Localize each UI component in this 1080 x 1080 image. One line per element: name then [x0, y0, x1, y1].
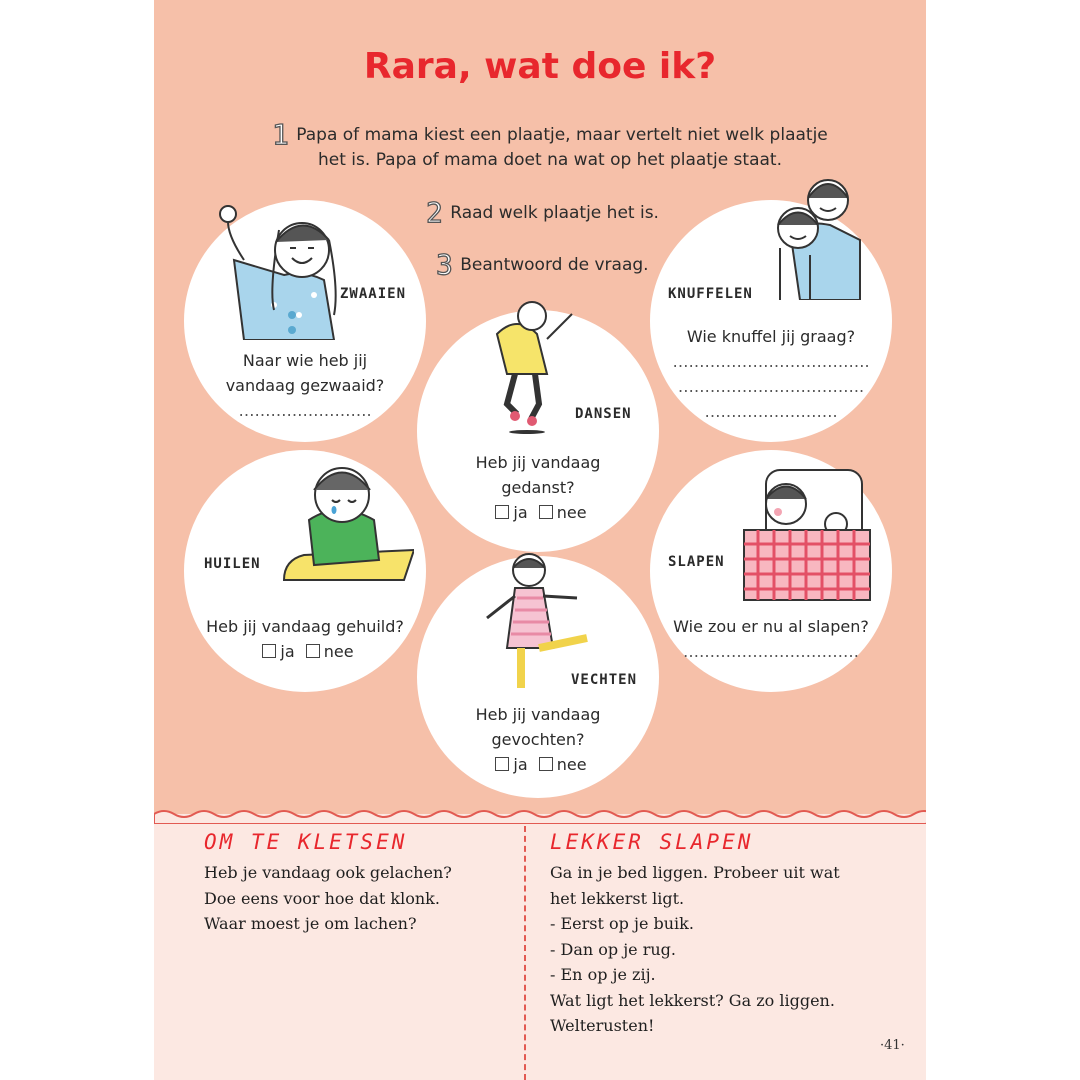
question-line-1: Naar wie heb jij — [242, 351, 368, 370]
om-te-kletsen-heading: OM TE KLETSEN — [204, 830, 408, 854]
step-text-line-2: het is. Papa of mama doet na wat op het plaatje staat. — [318, 150, 782, 170]
lekker-slapen-heading: LEKKER SLAPEN — [550, 830, 754, 854]
checkbox-nee-label: nee — [323, 642, 354, 661]
card-huilen — [184, 450, 426, 692]
crying-boy-illustration — [264, 450, 414, 590]
answer-line-3: ……………………. — [704, 402, 838, 421]
page-title: Rara, wat doe ik? — [363, 46, 717, 87]
checkbox-nee[interactable] — [539, 505, 553, 519]
card-label: ZWAAIEN — [340, 286, 407, 302]
lekker-slapen-text — [550, 860, 910, 1039]
answer-line-1: ………………………………. — [672, 352, 870, 371]
answer-line-2: …………………………….. — [677, 377, 865, 396]
checkbox-nee[interactable] — [306, 644, 320, 658]
answer-line: …………………………… — [683, 642, 859, 661]
question-line-1: Wie zou er nu al slapen? — [673, 617, 869, 636]
checkbox-nee[interactable] — [539, 757, 553, 771]
card-question — [417, 702, 659, 777]
text-line: Waar moest je om lachen? — [204, 914, 417, 933]
checkbox-ja-label: ja — [513, 755, 528, 774]
book-page — [154, 0, 926, 1080]
card-question — [650, 614, 892, 664]
step-text: Raad welk plaatje het is. — [450, 203, 659, 223]
question-line-1: Heb jij vandaag gehuild? — [206, 617, 404, 636]
text-line: Heb je vandaag ook gelachen? — [204, 863, 452, 882]
question-line-1: Heb jij vandaag — [475, 705, 601, 724]
card-label: DANSEN — [575, 406, 632, 422]
question-line-2: vandaag gezwaaid? — [225, 376, 385, 395]
card-question — [650, 324, 892, 424]
card-zwaaien — [184, 200, 426, 442]
answer-line: ……………………. — [238, 401, 372, 420]
card-question — [184, 348, 426, 423]
waving-girl-illustration — [204, 200, 344, 340]
text-line: Welterusten! — [550, 1016, 655, 1035]
step-text-line-1: Papa of mama kiest een plaatje, maar vertelt niet welk plaatje — [296, 125, 828, 145]
card-question — [184, 614, 426, 664]
card-label: KNUFFELEN — [668, 286, 753, 302]
question-line-2: gedanst? — [501, 478, 575, 497]
card-question — [417, 450, 659, 525]
checkbox-ja-label: ja — [280, 642, 295, 661]
question-line-1: Wie knuffel jij graag? — [686, 327, 856, 346]
instruction-step-2 — [426, 196, 659, 229]
text-line: - En op je zij. — [550, 965, 656, 984]
hugging-parent-child-illustration — [750, 170, 870, 300]
instruction-step-3 — [436, 248, 649, 281]
checkbox-ja[interactable] — [262, 644, 276, 658]
text-line: het lekkerst ligt. — [550, 888, 685, 908]
text-line: - Eerst op je buik. — [550, 914, 694, 933]
step-number: 1 — [272, 118, 289, 151]
card-vechten — [417, 556, 659, 798]
card-label: SLAPEN — [668, 554, 725, 570]
instruction-step-1 — [272, 118, 832, 173]
column-divider — [524, 826, 526, 1080]
step-number: 3 — [436, 248, 453, 281]
wavy-divider — [154, 800, 926, 824]
question-line-2: gevochten? — [491, 730, 585, 749]
card-knuffelen — [650, 200, 892, 442]
card-label: VECHTEN — [571, 672, 638, 688]
text-line: Doe eens voor hoe dat klonk. — [204, 888, 440, 908]
card-slapen — [650, 450, 892, 692]
question-line-1: Heb jij vandaag — [475, 453, 601, 472]
checkbox-nee-label: nee — [556, 503, 587, 522]
text-line: Wat ligt het lekkerst? Ga zo liggen. — [550, 990, 835, 1010]
checkbox-ja[interactable] — [495, 757, 509, 771]
page-number: ·41· — [880, 1038, 905, 1053]
step-text: Beantwoord de vraag. — [460, 255, 649, 275]
om-te-kletsen-text — [204, 860, 514, 937]
sleeping-child-illustration — [736, 464, 876, 604]
checkbox-nee-label: nee — [556, 755, 587, 774]
checkbox-ja-label: ja — [513, 503, 528, 522]
text-line: - Dan op je rug. — [550, 939, 677, 959]
card-label: HUILEN — [204, 556, 261, 572]
step-number: 2 — [426, 196, 443, 229]
checkbox-ja[interactable] — [495, 505, 509, 519]
card-dansen — [417, 310, 659, 552]
text-line: Ga in je bed liggen. Probeer uit wat — [550, 863, 840, 882]
